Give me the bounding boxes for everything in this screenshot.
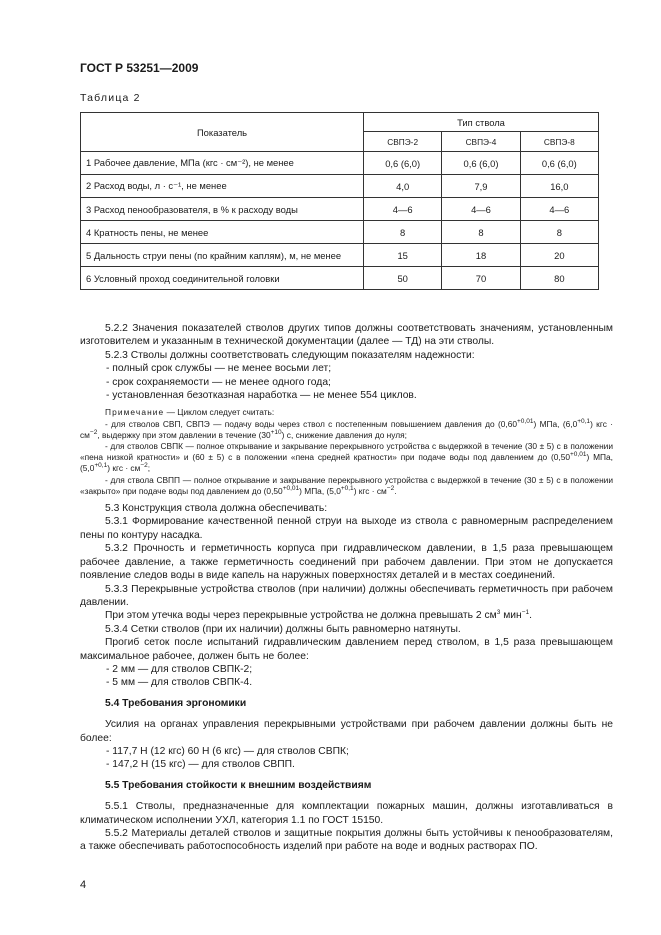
note-item-svpk: - для стволов СВПК — полное открывание и закрывание перекрывного устройства с выдержкой в течение (30 ± 5) с в положении «пена низкой кратности» и (60 ± 5) с в положении «пена средней кратности» при подаче воды под давлением до $(0,50^{+0,01})$ МПа, $(5,0^{+0,1})$ кгс · $см^{-2}$; [80,441,613,474]
paragraph-5-3: 5.3 Конструкция ствола должна обеспечивать: [105,503,328,515]
cell-value: 80 [520,267,598,290]
cell-value: 0,6 (6,0) [520,152,598,175]
column-header-svpe8: СВПЭ-8 [520,132,598,152]
note-item-svp: - для стволов СВП, СВПЭ — подачу воды через ствол с постепенным повышением давления до $(0,60^{+0,01})$ МПа, $(6,0^{+0,1})$ кгс · $см^{-2}$, выдержку при этом давлении в течение $(30^{+10})$ с, снижение давления до нуля; [80,417,613,440]
document-body [80,322,613,854]
row-label: 3 Расход пенообразователя, в % к расходу воды [81,198,364,221]
cell-value: 15 [364,244,442,267]
cell-value: 0,6 (6,0) [442,152,520,175]
row-label: 1 Рабочее давление, МПа (кгс · см⁻²), не менее [81,152,364,175]
reliability-item: - полный срок службы — не менее восьми лет; [106,363,332,375]
section-heading-5-4: 5.4 Требования эргономики [105,697,247,709]
table-row [81,267,599,290]
cell-value: 0,6 (6,0) [364,152,442,175]
table-row [81,198,599,221]
cell-value: 4,0 [364,175,442,198]
column-header-svpe2: СВПЭ-2 [364,132,442,152]
group-column-header: Тип ствола [364,113,599,132]
row-label: 6 Условный проход соединительной головки [81,267,364,290]
cell-value: 8 [364,221,442,244]
paragraph-5-5-2: 5.5.2 Материалы деталей стволов и защитные покрытия должны быть устойчивы к пенообразователям, а также обеспечивать работоспособность изделий при работе на воде и водных растворах ПО. [80,828,613,853]
paragraph-5-3-3-leak: При этом утечка воды через перекрывные устройства не должна превышать 2 $см^3$ мин$^{-1}$. [105,609,533,622]
cell-value: 7,9 [442,175,520,198]
cell-value: 18 [442,244,520,267]
paragraph-5-3-3: 5.3.3 Перекрывные устройства стволов (при наличии) должны обеспечивать герметичность при рабочем давлении. [80,583,613,608]
table-row [81,175,599,198]
cell-value: 8 [520,221,598,244]
paragraph-5-4: Усилия на органах управления перекрывными устройствами при рабочем давлении должны быть не более: [80,719,613,744]
table-caption: Таблица 2 [80,92,141,104]
paragraph-5-3-4: 5.3.4 Сетки стволов (при их наличии) должны быть равномерно натянуты. [105,623,461,635]
paragraph-5-3-1: 5.3.1 Формирование качественной пенной струи на выходе из ствола с равномерным распределением пены по контуру насадка. [80,516,613,541]
document-code: ГОСТ Р 53251—2009 [80,61,199,75]
table-row [81,152,599,175]
cell-value: 4—6 [364,198,442,221]
table-header-row [81,113,599,132]
cell-value: 50 [364,267,442,290]
characteristics-table [80,112,599,290]
ergonomics-item: - 147,2 Н (15 кгс) — для стволов СВПП. [106,759,295,771]
cell-value: 20 [520,244,598,267]
row-label: 4 Кратность пены, не менее [81,221,364,244]
paragraph-5-2-3: 5.2.3 Стволы должны соответствовать следующим показателям надежности: [105,349,475,361]
cell-value: 4—6 [442,198,520,221]
mesh-item: - 5 мм — для стволов СВПК-4. [106,677,253,689]
cell-value: 4—6 [520,198,598,221]
paragraph-5-5-1: 5.5.1 Стволы, предназначенные для комплектации пожарных машин, должны изготавливаться в климатическом исполнении УХЛ, категория 1.1 по ГОСТ 15150. [80,801,613,826]
param-column-header: Показатель [81,113,364,152]
row-label: 2 Расход воды, л · с⁻¹, не менее [81,175,364,198]
table-row [81,221,599,244]
table-row [81,244,599,267]
column-header-svpe4: СВПЭ-4 [442,132,520,152]
reliability-item: - срок сохраняемости — не менее одного года; [106,376,331,388]
cell-value: 8 [442,221,520,244]
paragraph-5-3-2: 5.3.2 Прочность и герметичность корпуса при гидравлическом давлении, в 1,5 раза превышающем рабочее давление, а также герметичность соединений при рабочем давлении. При этом не допускается появление следов воды в виде капель на наружных поверхностях деталей и в местах соединений. [80,543,613,582]
mesh-item: - 2 мм — для стволов СВПК-2; [106,663,253,675]
section-heading-5-5: 5.5 Требования стойкости к внешним воздействиям [105,779,372,791]
reliability-item: - установленная безотказная наработка — не менее 554 циклов. [106,390,417,402]
paragraph-5-3-4-deflection: Прогиб сеток после испытаний гидравлическим давлением перед стволом, в 1,5 раза превышающем максимальное рабочее, должен быть не более: [80,637,613,662]
cell-value: 16,0 [520,175,598,198]
page-number: 4 [80,879,87,891]
cell-value: 70 [442,267,520,290]
note-intro: — Циклом следует считать: [164,407,275,418]
note-title: Примечание [105,407,165,418]
row-label: 5 Дальность струи пены (по крайним каплям), м, не менее [81,244,364,267]
paragraph-5-2-2: 5.2.2 Значения показателей стволов других типов должны соответствовать значениям, установленным изготовителем и указанным в технической документации (далее — ТД) на эти стволы. [80,323,613,348]
ergonomics-item: - 117,7 Н (12 кгс) 60 Н (6 кгс) — для стволов СВПК; [106,745,349,757]
note-item-svpp: - для ствола СВПП — полное открывание и закрывание перекрывного устройства с выдержкой в течение (30 ± 5) с в положении «закрыто» при подаче воды под давлением до $(0,50^{+0,01})$ МПа, $(5,0^{+0,1})$ кгс · $см^{-2}$. [80,474,613,496]
